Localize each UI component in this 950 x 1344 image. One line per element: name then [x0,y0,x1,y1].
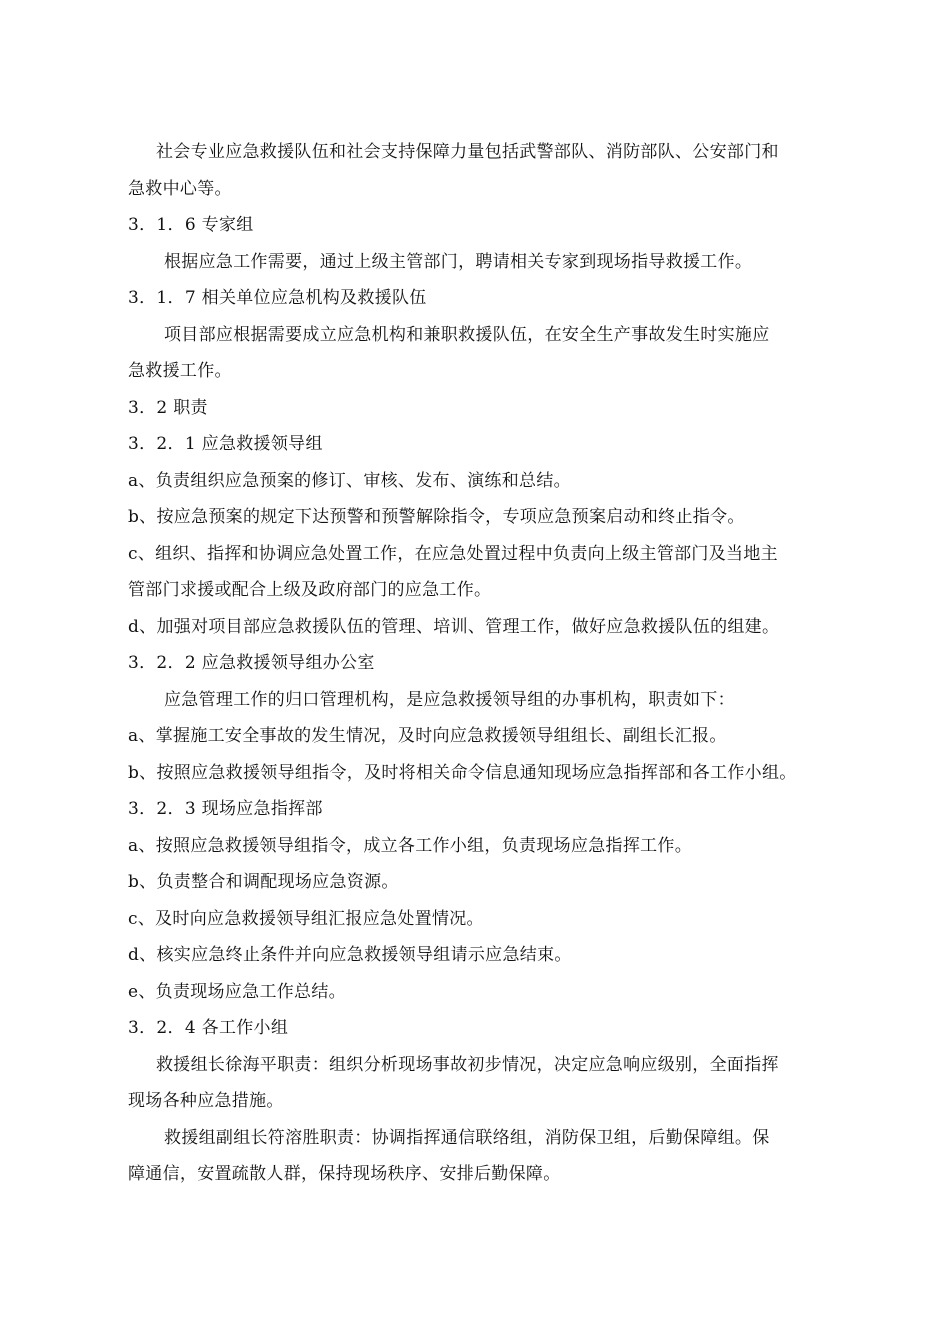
list-item: b、负责整合和调配现场应急资源。 [128,872,399,892]
list-item: a、负责组织应急预案的修订、审核、发布、演练和总结。 [128,470,571,491]
paragraph-line: 项目部应根据需要成立应急机构和兼职救援队伍，在安全生产事故发生时实施应 [164,324,770,345]
paragraph-line: 现场各种应急措施。 [128,1091,284,1111]
list-item: b、按应急预案的规定下达预警和预警解除指令，专项应急预案启动和终止指令。 [128,507,745,527]
section-heading: 3．2．4 各工作小组 [128,1018,289,1038]
paragraph-line: 根据应急工作需要，通过上级主管部门，聘请相关专家到现场指导救援工作。 [164,251,753,272]
section-heading: 3．1．7 相关单位应急机构及救援队伍 [128,288,427,308]
list-item: d、加强对项目部应急救援队伍的管理、培训、管理工作，做好应急救援队伍的组建。 [128,616,780,637]
paragraph-line: 社会专业应急救援队伍和社会支持保障力量包括武警部队、消防部队、公安部门和 [156,142,779,162]
paragraph-line: 救援组长徐海平职责：组织分析现场事故初步情况，决定应急响应级别，全面指挥 [156,1054,779,1075]
section-heading: 3．2．3 现场应急指挥部 [128,799,323,819]
paragraph-line: 急救援工作。 [128,361,232,381]
list-item: c、及时向应急救援领导组汇报应急处置情况。 [128,908,484,929]
paragraph-line: 应急管理工作的归口管理机构，是应急救援领导组的办事机构，职责如下： [164,689,735,710]
list-item: a、掌握施工安全事故的发生情况，及时向应急救援领导组组长、副组长汇报。 [128,726,727,746]
section-heading: 3．2．1 应急救援领导组 [128,434,323,454]
paragraph-line: 救援组副组长符溶胜职责：协调指挥通信联络组，消防保卫组，后勤保障组。保 [164,1127,770,1148]
document-body [128,134,868,1193]
section-heading: 3．1．6 专家组 [128,215,254,235]
paragraph-line: 障通信，安置疏散人群，保持现场秩序、安排后勤保障。 [128,1164,561,1184]
list-item: e、负责现场应急工作总结。 [128,981,346,1002]
list-item: c、组织、指挥和协调应急处置工作，在应急处置过程中负责向上级主管部门及当地主 [128,543,778,564]
section-heading: 3．2 职责 [128,397,208,418]
paragraph-line: 急救中心等。 [128,178,232,199]
section-heading: 3．2．2 应急救援领导组办公室 [128,653,375,673]
list-item: a、按照应急救援领导组指令，成立各工作小组，负责现场应急指挥工作。 [128,835,693,856]
list-item: d、核实应急终止条件并向应急救援领导组请示应急结束。 [128,945,572,965]
list-item: b、按照应急救援领导组指令，及时将相关命令信息通知现场应急指挥部和各工作小组。 [128,762,797,783]
list-item-continuation: 管部门求援或配合上级及政府部门的应急工作。 [128,580,492,600]
